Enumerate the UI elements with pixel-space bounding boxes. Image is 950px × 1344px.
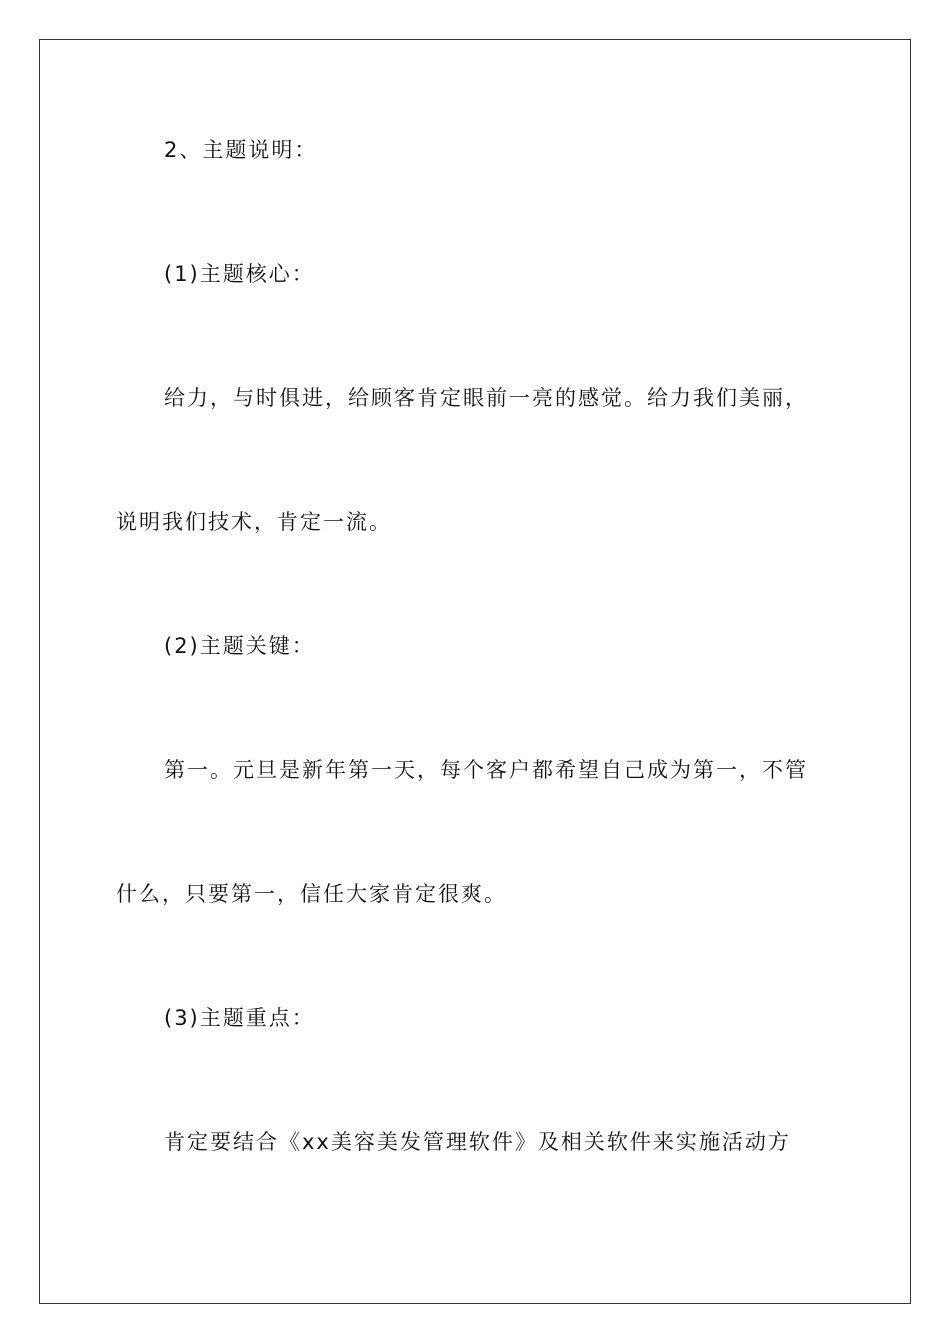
paragraph-line: 肯定要结合《xx美容美发管理软件》及相关软件来实施活动方	[164, 1130, 791, 1154]
section-heading-theme-description: 2、主题说明：	[164, 138, 318, 162]
page-border	[39, 39, 911, 1304]
subheading-theme-core: (1)主题核心：	[164, 262, 315, 286]
subheading-theme-focus: (3)主题重点：	[164, 1006, 315, 1030]
paragraph-line: 第一。元旦是新年第一天，每个客户都希望自己成为第一，不管	[164, 758, 808, 782]
subheading-theme-key: (2)主题关键：	[164, 634, 315, 658]
paragraph-line: 什么，只要第一，信任大家肯定很爽。	[116, 882, 507, 906]
paragraph-line: 说明我们技术，肯定一流。	[116, 510, 392, 534]
paragraph-line: 给力，与时俱进，给顾客肯定眼前一亮的感觉。给力我们美丽，	[164, 386, 808, 410]
